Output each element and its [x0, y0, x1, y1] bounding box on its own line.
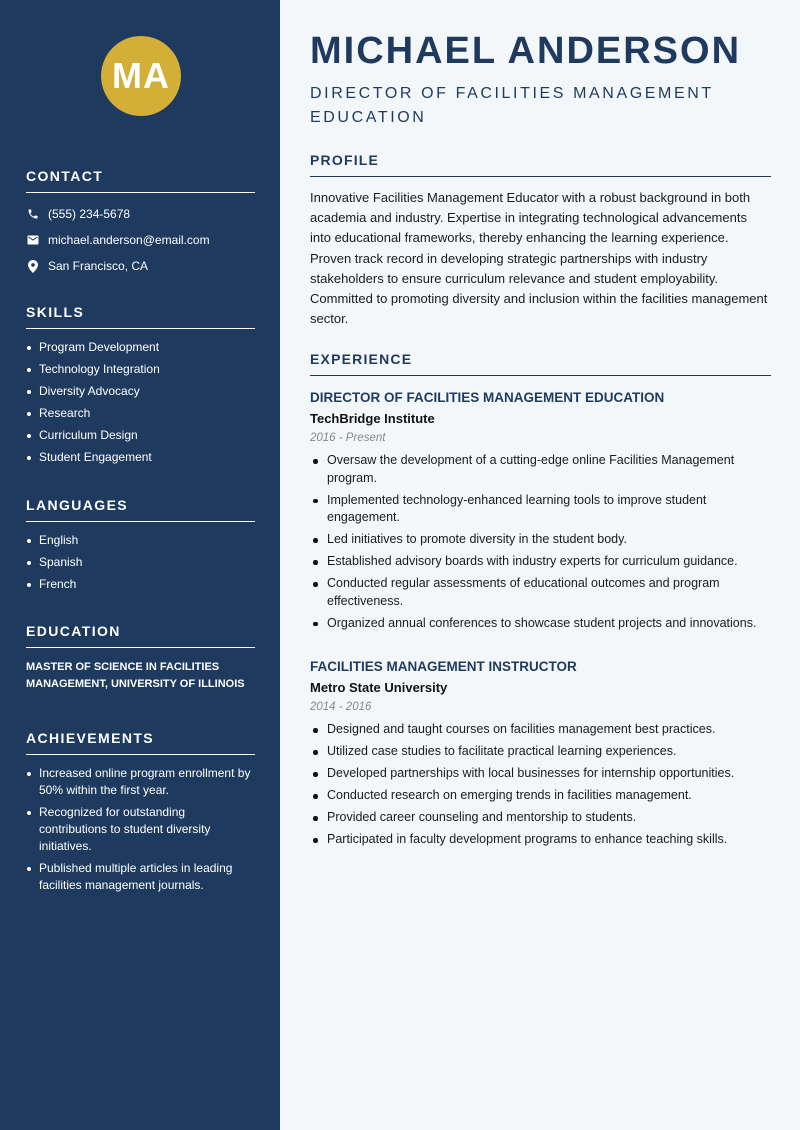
achievement-item: Recognized for outstanding contributions to student diversity initiatives. — [26, 804, 255, 855]
job-bullet: Oversaw the development of a cutting-edge online Facilities Management program. — [310, 452, 771, 487]
location-pin-icon — [26, 259, 40, 273]
skill-item: Program Development — [26, 339, 255, 356]
phone-icon — [26, 207, 40, 221]
profile-text: Innovative Facilities Management Educator with a robust background in both academia and industry. Expertise in integrating technological advancements into educational frameworks, thereby enhancing the learning experience. Proven track record in developing strategic partnerships with industry stakeholders to ensure curriculum relevance and student employability. Committed to promoting diversity and inclusion within the facilities management sector. — [310, 190, 768, 327]
job-bullets — [310, 721, 771, 849]
language-item: English — [26, 532, 255, 549]
skills-section — [26, 304, 255, 471]
contact-phone — [26, 201, 255, 227]
languages-heading: LANGUAGES — [26, 497, 255, 522]
skills-list — [26, 339, 255, 466]
job-bullet: Provided career counseling and mentorship to students. — [310, 809, 771, 827]
email-icon — [26, 233, 40, 247]
job-bullet: Participated in faculty development programs to enhance teaching skills. — [310, 831, 771, 849]
job-title: DIRECTOR OF FACILITIES MANAGEMENT EDUCATION — [310, 390, 665, 405]
job-bullet: Implemented technology-enhanced learning tools to improve student engagement. — [310, 492, 771, 527]
job-bullet: Designed and taught courses on facilities management best practices. — [310, 721, 771, 739]
achievements-list — [26, 765, 255, 894]
sidebar — [0, 0, 280, 1130]
job-entry — [310, 659, 771, 853]
job-bullets — [310, 452, 771, 632]
job-company: TechBridge Institute — [310, 411, 435, 426]
job-bullet: Conducted regular assessments of educational outcomes and program effectiveness. — [310, 575, 771, 610]
languages-section — [26, 497, 255, 598]
experience-section — [310, 351, 771, 376]
achievements-section — [26, 730, 255, 899]
email-text: michael.anderson@email.com — [48, 233, 210, 247]
job-bullet: Organized annual conferences to showcase student projects and innovations. — [310, 615, 771, 633]
skill-item: Student Engagement — [26, 449, 255, 466]
job-bullet: Developed partnerships with local businesses for internship opportunities. — [310, 765, 771, 783]
achievements-heading: ACHIEVEMENTS — [26, 730, 255, 755]
candidate-name: MICHAEL ANDERSON — [310, 30, 742, 72]
job-bullet: Utilized case studies to facilitate practical learning experiences. — [310, 743, 771, 761]
skill-item: Diversity Advocacy — [26, 383, 255, 400]
job-bullet: Led initiatives to promote diversity in the student body. — [310, 531, 771, 549]
profile-section — [310, 152, 771, 329]
contact-list — [26, 201, 255, 279]
skill-item: Research — [26, 405, 255, 422]
language-item: French — [26, 576, 255, 593]
education-section — [26, 623, 255, 693]
skill-item: Technology Integration — [26, 361, 255, 378]
location-text: San Francisco, CA — [48, 259, 149, 273]
job-entry — [310, 390, 771, 637]
contact-location — [26, 253, 255, 279]
job-bullet: Conducted research on emerging trends in facilities management. — [310, 787, 771, 805]
phone-text: (555) 234-5678 — [48, 207, 131, 221]
languages-list — [26, 532, 255, 593]
skills-heading: SKILLS — [26, 304, 255, 329]
language-item: Spanish — [26, 554, 255, 571]
job-bullet: Established advisory boards with industry experts for curriculum guidance. — [310, 553, 771, 571]
achievement-item: Published multiple articles in leading facilities management journals. — [26, 860, 255, 894]
avatar-initials: MA — [101, 36, 181, 116]
contact-heading: CONTACT — [26, 168, 255, 193]
contact-email — [26, 227, 255, 253]
contact-section — [26, 168, 255, 279]
profile-heading: PROFILE — [310, 152, 771, 177]
experience-heading: EXPERIENCE — [310, 351, 771, 376]
job-dates: 2016 - Present — [310, 432, 386, 444]
achievement-item: Increased online program enrollment by 50% within the first year. — [26, 765, 255, 799]
candidate-title: DIRECTOR OF FACILITIES MANAGEMENT EDUCATION — [310, 85, 714, 126]
job-title: FACILITIES MANAGEMENT INSTRUCTOR — [310, 659, 577, 674]
education-degree: MASTER OF SCIENCE IN FACILITIES MANAGEMENT, UNIVERSITY OF ILLINOIS — [26, 661, 245, 690]
job-dates: 2014 - 2016 — [310, 701, 372, 713]
skill-item: Curriculum Design — [26, 427, 255, 444]
job-company: Metro State University — [310, 680, 448, 695]
education-heading: EDUCATION — [26, 623, 255, 648]
